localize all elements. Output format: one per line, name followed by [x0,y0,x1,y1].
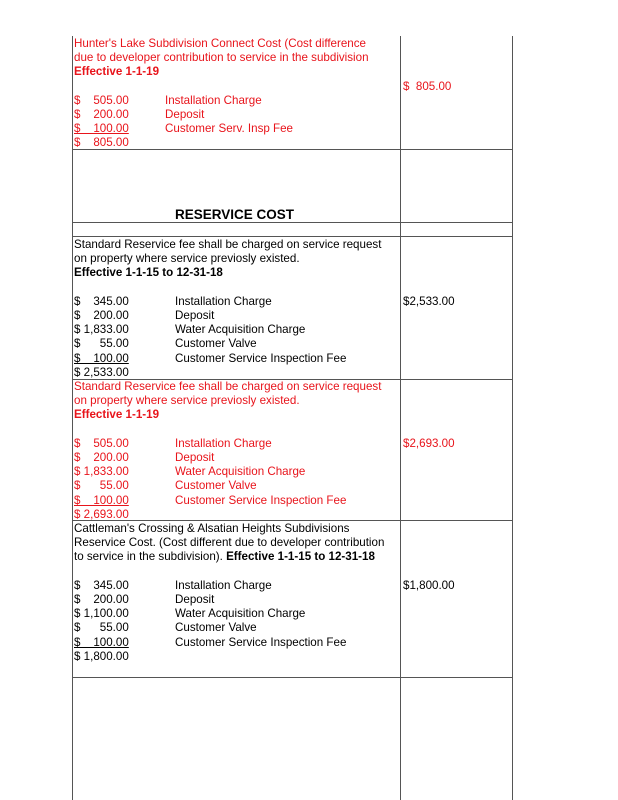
charge-line [74,607,400,621]
charge-label: Water Acquisition Charge [175,607,306,621]
charge-line [74,122,400,136]
total-line [74,650,400,664]
charge-amount: $ 505.00 [74,93,129,107]
charge-label: Customer Valve [175,479,257,493]
total-amount: $ 805.00 [74,136,129,150]
charge-line [74,494,400,508]
charge-label: Deposit [175,592,215,606]
charge-line [74,295,400,309]
reservice-heading: RESERVICE COST [175,207,295,222]
charge-amount: $ 100.00 [74,122,129,136]
standard-reservice-2015-section [74,238,400,380]
charge-line [74,479,400,493]
description-line: Reservice Cost. (Cost different due to developer contribution [74,536,385,550]
row-divider [72,236,513,237]
charge-label: Customer Valve [175,337,257,351]
total-amount: $ 2,533.00 [74,365,129,379]
total-line [74,508,400,522]
section-total: $ 805.00 [403,80,452,93]
row-divider [72,677,513,678]
charge-amount: $ 55.00 [74,621,129,635]
effective-date: Effective 1-1-15 to 12-31-18 [74,266,223,280]
description-line: on property where service previosly existed. [74,252,300,266]
charge-line [74,451,400,465]
charge-line [74,352,400,366]
total-line [74,136,400,150]
description-line [74,550,400,564]
charge-amount: $ 1,833.00 [74,465,129,479]
description-line: Standard Reservice fee shall be charged on service request [74,380,382,393]
charge-amount: $ 345.00 [74,294,129,308]
charge-line [74,636,400,650]
charge-label: Installation Charge [175,578,272,592]
section-total: $2,533.00 [403,295,455,308]
description-line: due to developer contribution to service in the subdivision [74,51,369,65]
total-amount: $ 1,800.00 [74,649,129,663]
effective-date: Effective 1-1-15 to 12-31-18 [226,550,375,564]
charge-line [74,108,400,122]
charge-label: Customer Service Inspection Fee [175,635,347,649]
description-line: Cattleman's Crossing & Alsatian Heights Subdivisions [74,522,350,535]
section-total: $2,693.00 [403,437,455,450]
charge-amount: $ 55.00 [74,479,129,493]
description-line: Hunter's Lake Subdivision Connect Cost (Cost difference [74,37,366,50]
charge-line [74,437,400,451]
charge-label: Deposit [165,107,205,121]
section-total: $1,800.00 [403,579,455,592]
charge-amount: $ 1,833.00 [74,323,129,337]
charge-amount: $ 200.00 [74,107,129,121]
charge-label: Customer Serv. Insp Fee [165,122,294,136]
charge-amount: $ 100.00 [74,635,129,649]
charge-amount: $ 1,100.00 [74,607,129,621]
charge-label: Deposit [175,308,215,322]
charge-amount: $ 200.00 [74,308,129,322]
charge-line [74,579,400,593]
right-border [512,36,513,800]
total-line [74,366,400,380]
charge-label: Deposit [175,450,215,464]
charge-amount: $ 55.00 [74,337,129,351]
standard-reservice-2019-section [74,380,400,522]
left-border [72,36,73,800]
charge-label: Installation Charge [175,294,272,308]
description-line: on property where service previosly existed. [74,394,300,408]
effective-date: Effective 1-1-19 [74,408,160,422]
charge-line [74,309,400,323]
hunters-lake-section [74,37,400,151]
middle-border [400,36,401,800]
charge-line [74,593,400,607]
total-amount: $ 2,693.00 [74,507,129,521]
charge-amount: $ 100.00 [74,493,129,507]
charge-label: Installation Charge [165,93,262,107]
effective-date: Effective 1-1-19 [74,65,160,79]
cattlemans-crossing-section [74,522,400,664]
charge-label: Customer Valve [175,621,257,635]
row-divider [72,222,513,223]
description-line: Standard Reservice fee shall be charged on service request [74,238,382,251]
charge-line [74,621,400,635]
charge-line [74,337,400,351]
charge-label: Water Acquisition Charge [175,323,306,337]
charge-label: Customer Service Inspection Fee [175,493,347,507]
charge-amount: $ 505.00 [74,436,129,450]
charge-amount: $ 100.00 [74,351,129,365]
charge-label: Customer Service Inspection Fee [175,351,347,365]
charge-label: Installation Charge [175,436,272,450]
charge-amount: $ 200.00 [74,450,129,464]
charge-line [74,465,400,479]
description-prefix: to service in the subdivision). [74,550,227,564]
charge-line [74,94,400,108]
charge-amount: $ 345.00 [74,578,129,592]
charge-label: Water Acquisition Charge [175,465,306,479]
charge-amount: $ 200.00 [74,592,129,606]
charge-line [74,323,400,337]
